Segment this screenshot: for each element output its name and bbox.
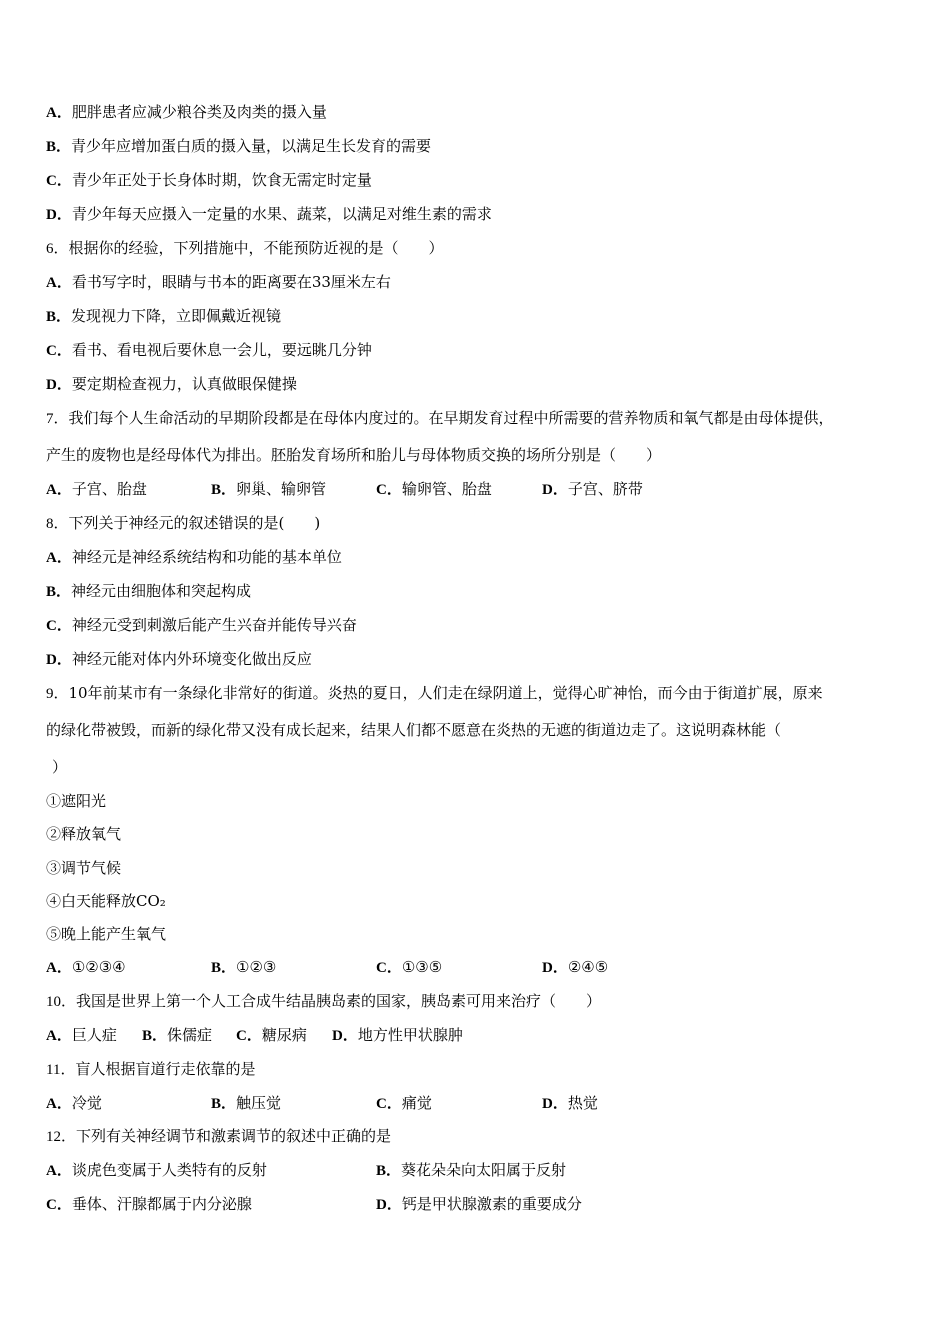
item-text: ②释放氧气 xyxy=(46,825,122,843)
option-text: 神经元受到刺激后能产生兴奋并能传导兴奋 xyxy=(71,616,357,634)
option-label: A． xyxy=(46,105,72,121)
item-text: ⑤晚上能产生氧气 xyxy=(46,925,167,943)
option-label: A． xyxy=(46,960,72,976)
option-text: ①②③④ xyxy=(71,958,126,976)
option-label: D． xyxy=(542,1096,568,1112)
q7-option-c xyxy=(376,478,492,501)
option-label: C． xyxy=(46,1197,72,1213)
option-text: 青少年正处于长身体时期，饮食无需定时定量 xyxy=(71,171,372,189)
q9-option-a xyxy=(46,956,126,979)
question-text: 10年前某市有一条绿化非常好的街道。炎热的夏日，人们走在绿阴道上，觉得心旷神怡，而今由于街道扩展，原来 xyxy=(68,684,823,702)
option-label: B． xyxy=(46,309,72,325)
q9-option-d xyxy=(542,956,608,979)
question-text: 盲人根据盲道行走依靠的是 xyxy=(75,1060,256,1078)
q9-option-b xyxy=(211,956,276,979)
option-text: 神经元是神经系统结构和功能的基本单位 xyxy=(71,548,342,566)
option-text: 糖尿病 xyxy=(261,1026,307,1044)
q11-stem xyxy=(46,1058,920,1080)
question-number: 7． xyxy=(46,411,69,427)
q10-option-a xyxy=(46,1024,117,1047)
q9-stem-line3 xyxy=(52,756,920,778)
q7-stem-line1 xyxy=(46,407,920,429)
q7-stem-line2 xyxy=(46,444,920,466)
option-text: 热觉 xyxy=(567,1094,598,1112)
q8-option-b xyxy=(46,580,920,602)
option-text: 触压觉 xyxy=(236,1094,282,1112)
question-text: 我国是世界上第一个人工合成牛结晶胰岛素的国家，胰岛素可用来治疗（ ） xyxy=(76,992,602,1010)
question-text: 下列关于神经元的叙述错误的是( ) xyxy=(68,514,321,532)
q7-option-b xyxy=(211,478,326,501)
item-text: ③调节气候 xyxy=(46,859,122,877)
q12-option-c xyxy=(46,1193,252,1216)
option-label: A． xyxy=(46,1163,72,1179)
q12-stem xyxy=(46,1125,920,1147)
option-text: 垂体、汗腺都属于内分泌腺 xyxy=(71,1195,252,1213)
q9-item xyxy=(46,790,920,812)
q10-option-b xyxy=(142,1024,212,1047)
q12-options-row1 xyxy=(46,1159,920,1181)
option-label: C． xyxy=(376,960,402,976)
q10-option-c xyxy=(236,1024,307,1047)
q11-options xyxy=(46,1092,920,1114)
option-label: D． xyxy=(542,482,568,498)
q9-stem-line2 xyxy=(46,719,920,741)
q11-option-a xyxy=(46,1092,102,1115)
option-label: C． xyxy=(236,1028,262,1044)
option-text: 谈虎色变属于人类特有的反射 xyxy=(71,1161,267,1179)
q8-option-d xyxy=(46,648,920,670)
option-text: 地方性甲状腺肿 xyxy=(357,1026,463,1044)
option-text: ①③⑤ xyxy=(401,958,443,976)
q11-option-c xyxy=(376,1092,432,1115)
option-text: 痛觉 xyxy=(401,1094,432,1112)
question-text: 根据你的经验，下列措施中，不能预防近视的是（ ） xyxy=(68,239,444,257)
option-text: 肥胖患者应减少粮谷类及肉类的摄入量 xyxy=(71,103,327,121)
q8-stem xyxy=(46,512,920,534)
question-text: ） xyxy=(52,758,68,776)
option-text: 输卵管、胎盘 xyxy=(401,480,492,498)
q7-options xyxy=(46,478,920,500)
question-text: 产生的废物也是经母体代为排出。胚胎发育场所和胎儿与母体物质交换的场所分别是（ ） xyxy=(46,446,662,464)
item-text: ①遮阳光 xyxy=(46,792,107,810)
option-label: D． xyxy=(376,1197,402,1213)
q8-option-a xyxy=(46,546,920,568)
q11-option-d xyxy=(542,1092,598,1115)
q5-option-b xyxy=(46,135,920,157)
option-text: 青少年应增加蛋白质的摄入量，以满足生长发育的需要 xyxy=(71,137,432,155)
option-text: 神经元能对体内外环境变化做出反应 xyxy=(71,650,312,668)
q9-options xyxy=(46,956,920,978)
q8-option-c xyxy=(46,614,920,636)
q9-item xyxy=(46,890,920,912)
option-text: 侏儒症 xyxy=(167,1026,213,1044)
option-text: 卵巢、输卵管 xyxy=(236,480,327,498)
option-label: A． xyxy=(46,275,72,291)
q7-option-d xyxy=(542,478,643,501)
option-label: B． xyxy=(142,1028,168,1044)
q9-item xyxy=(46,857,920,879)
option-text: 神经元由细胞体和突起构成 xyxy=(71,582,252,600)
option-label: C． xyxy=(46,343,72,359)
option-text: 冷觉 xyxy=(71,1094,102,1112)
question-text: 下列有关神经调节和激素调节的叙述中正确的是 xyxy=(76,1127,392,1145)
option-text: 青少年每天应摄入一定量的水果、蔬菜，以满足对维生素的需求 xyxy=(71,205,492,223)
option-label: A． xyxy=(46,550,72,566)
q12-option-b xyxy=(376,1159,566,1182)
q6-option-d xyxy=(46,373,920,395)
question-number: 10． xyxy=(46,994,77,1010)
q9-item xyxy=(46,923,920,945)
q12-option-d xyxy=(376,1193,582,1216)
q12-option-a xyxy=(46,1159,267,1182)
q9-stem-line1 xyxy=(46,682,920,704)
option-text: 巨人症 xyxy=(71,1026,117,1044)
item-text: ④白天能释放CO₂ xyxy=(46,892,166,910)
q9-item xyxy=(46,823,920,845)
q7-option-a xyxy=(46,478,147,501)
option-label: D． xyxy=(332,1028,358,1044)
option-label: C． xyxy=(46,618,72,634)
option-label: B． xyxy=(46,139,72,155)
option-label: B． xyxy=(211,960,237,976)
option-text: 看书、看电视后要休息一会儿，要远眺几分钟 xyxy=(71,341,372,359)
option-label: B． xyxy=(46,584,72,600)
option-text: 发现视力下降，立即佩戴近视镜 xyxy=(71,307,282,325)
option-label: A． xyxy=(46,1028,72,1044)
question-number: 12． xyxy=(46,1129,77,1145)
option-label: B． xyxy=(376,1163,402,1179)
option-text: 钙是甲状腺激素的重要成分 xyxy=(401,1195,582,1213)
question-text: 的绿化带被毁，而新的绿化带又没有成长起来，结果人们都不愿意在炎热的无遮的街道边走了。这说明森林能（ xyxy=(46,721,782,739)
q5-option-c xyxy=(46,169,920,191)
option-text: 要定期检查视力，认真做眼保健操 xyxy=(71,375,297,393)
option-label: B． xyxy=(211,482,237,498)
question-text: 我们每个人生命活动的早期阶段都是在母体内度过的。在早期发育过程中所需要的营养物质和氧气都是由母体提供， xyxy=(68,409,834,427)
q10-option-d xyxy=(332,1024,463,1047)
question-number: 9． xyxy=(46,686,69,702)
q5-option-a xyxy=(46,101,920,123)
option-label: A． xyxy=(46,482,72,498)
option-text: 子宫、脐带 xyxy=(567,480,643,498)
option-label: D． xyxy=(46,652,72,668)
q11-option-b xyxy=(211,1092,281,1115)
q6-option-c xyxy=(46,339,920,361)
option-label: D． xyxy=(542,960,568,976)
option-label: B． xyxy=(211,1096,237,1112)
question-number: 8． xyxy=(46,516,69,532)
q10-options xyxy=(46,1024,920,1046)
option-text: 葵花朵朵向太阳属于反射 xyxy=(401,1161,567,1179)
option-text: 子宫、胎盘 xyxy=(71,480,147,498)
question-number: 6． xyxy=(46,241,69,257)
q6-option-a xyxy=(46,271,920,293)
q10-stem xyxy=(46,990,920,1012)
option-label: D． xyxy=(46,377,72,393)
option-text: ①②③ xyxy=(236,958,277,976)
q9-option-c xyxy=(376,956,442,979)
option-label: A． xyxy=(46,1096,72,1112)
option-text: ②④⑤ xyxy=(567,958,609,976)
q6-option-b xyxy=(46,305,920,327)
option-label: D． xyxy=(46,207,72,223)
option-label: C． xyxy=(376,1096,402,1112)
option-text: 看书写字时，眼睛与书本的距离要在33厘米左右 xyxy=(71,273,391,291)
q12-options-row2 xyxy=(46,1193,920,1215)
option-label: C． xyxy=(376,482,402,498)
q6-stem xyxy=(46,237,920,259)
q5-option-d xyxy=(46,203,920,225)
option-label: C． xyxy=(46,173,72,189)
question-number: 11． xyxy=(46,1062,76,1078)
